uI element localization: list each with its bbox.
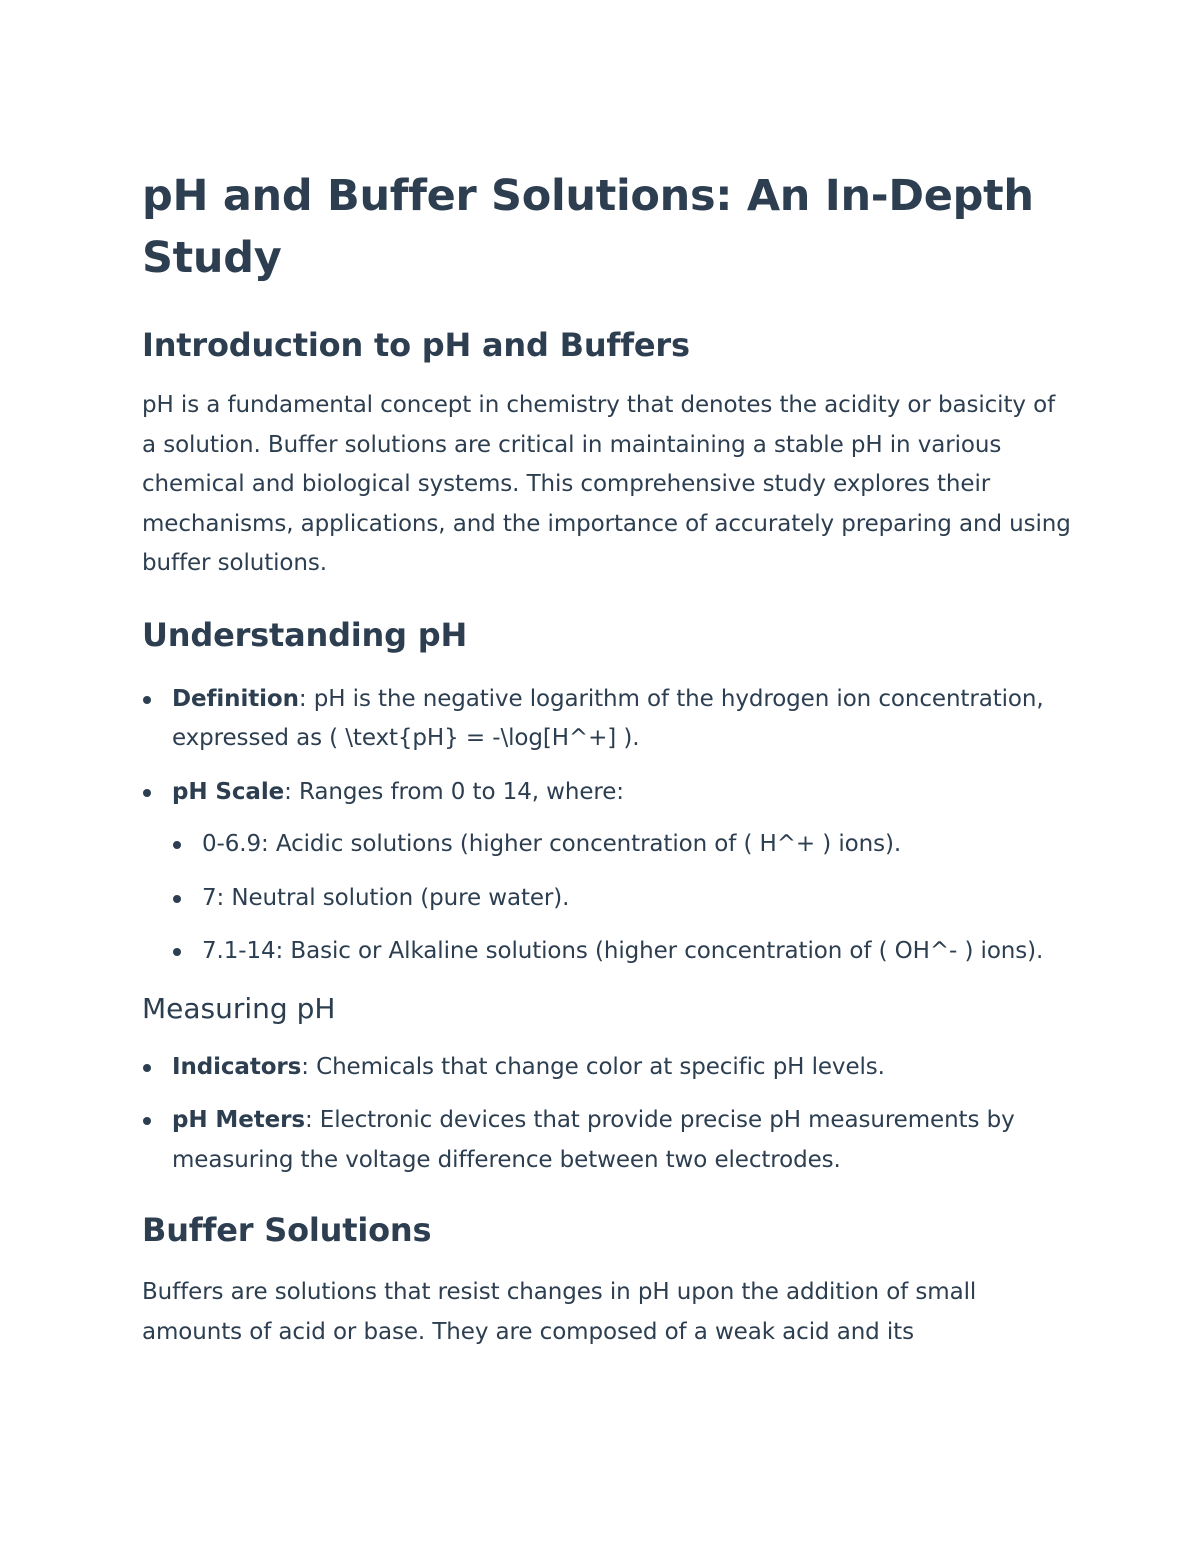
list-item-text: : Ranges from 0 to 14, where: [284, 778, 624, 805]
understanding-ph-list [142, 680, 1072, 813]
list-item [172, 932, 1072, 972]
list-item-term: pH Scale [172, 778, 285, 805]
subsection-heading-measuring-ph: Measuring pH [142, 991, 336, 1025]
document-page [142, 165, 1072, 1352]
bullet-icon [173, 948, 181, 956]
list-item [142, 773, 1072, 813]
section-heading-introduction: Introduction to pH and Buffers [142, 326, 690, 364]
bullet-icon [143, 696, 151, 704]
list-item [142, 1101, 1072, 1180]
bullet-icon [173, 895, 181, 903]
list-item-text: 7.1-14: Basic or Alkaline solutions (higher concentration of ( OH^- ) ions). [202, 938, 1044, 964]
measuring-ph-list [142, 1048, 1072, 1181]
bullet-icon [173, 841, 181, 849]
list-item [172, 825, 1072, 865]
list-item-text: : Chemicals that change color at specific pH levels. [301, 1053, 885, 1080]
list-item [172, 879, 1072, 919]
list-item-text: : Electronic devices that provide precise pH measurements by measuring the voltage difference between two electrodes. [172, 1107, 1015, 1173]
list-item [142, 1048, 1072, 1088]
introduction-paragraph: pH is a fundamental concept in chemistry that denotes the acidity or basicity of a solution. Buffer solutions are critical in maintaining a stable pH in various chemical and biological systems. This comprehensive study explores their mechanisms, applications, and the importance of accurately preparing and using buffer solutions. [142, 392, 1071, 576]
bullet-icon [143, 789, 151, 797]
section-heading-understanding-ph: Understanding pH [142, 615, 468, 654]
buffer-paragraph: Buffers are solutions that resist changes in pH upon the addition of small amounts of acid or base. They are composed of a weak acid and its [142, 1279, 977, 1345]
list-item-text: 0-6.9: Acidic solutions (higher concentration of ( H^+ ) ions). [202, 831, 902, 857]
ph-scale-sublist [172, 825, 1072, 972]
list-item [142, 680, 1072, 759]
list-item-term: Definition [172, 685, 299, 712]
bullet-icon [143, 1117, 151, 1125]
section-heading-buffer-solutions: Buffer Solutions [142, 1211, 432, 1249]
list-item-term: pH Meters [172, 1107, 305, 1133]
list-item-text: : pH is the negative logarithm of the hydrogen ion concentration, expressed as ( \text{pH} = -\log[H^+] ). [172, 685, 1044, 751]
list-item-term: Indicators [172, 1053, 302, 1080]
bullet-icon [143, 1064, 151, 1072]
list-item-text: 7: Neutral solution (pure water). [202, 884, 570, 911]
document-title: pH and Buffer Solutions: An In-Depth Study [142, 171, 1034, 283]
